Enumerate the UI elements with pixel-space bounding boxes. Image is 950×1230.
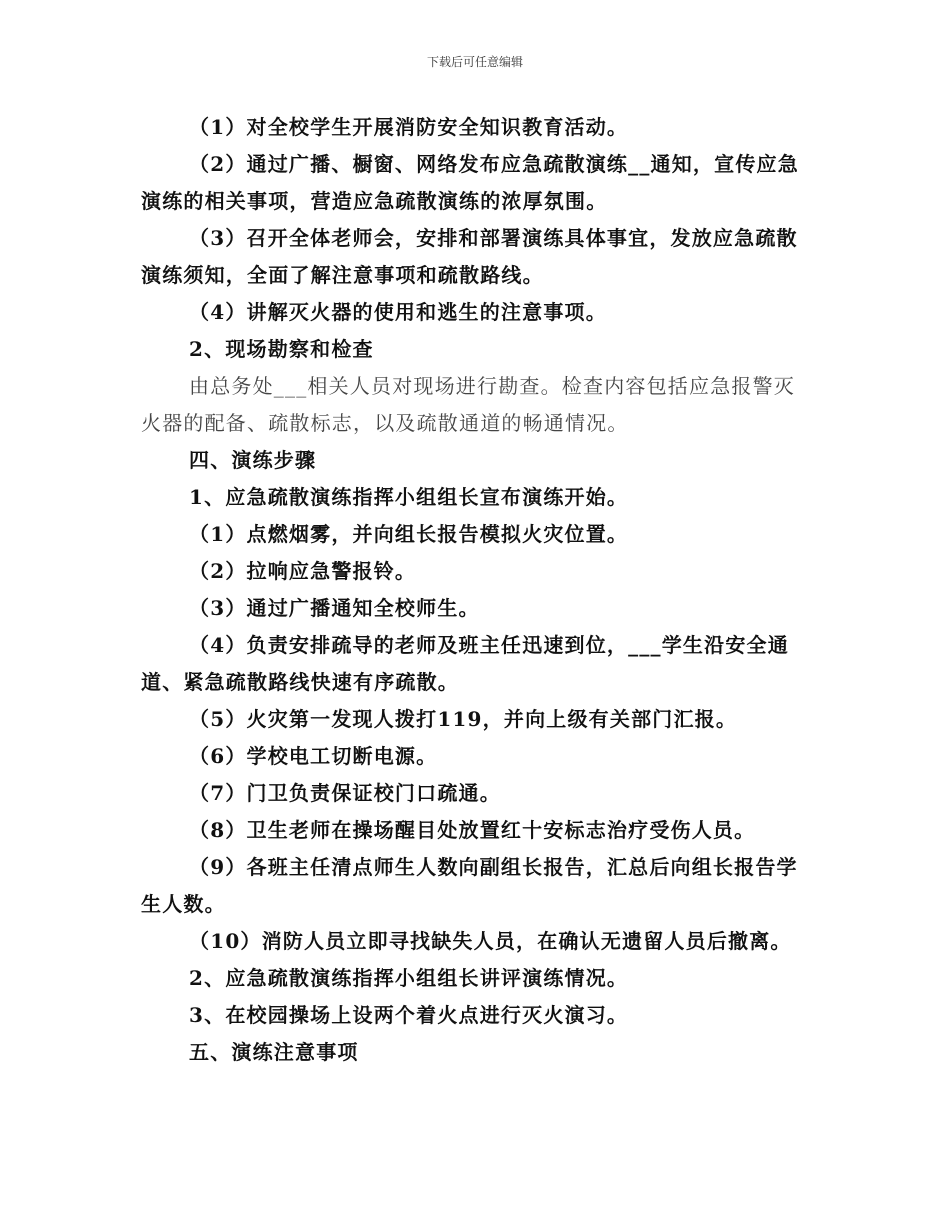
- step-1-sub-8: （8）卫生老师在操场醒目处放置红十安标志治疗受伤人员。: [189, 818, 756, 842]
- step-1-sub-4: （4）负责安排疏导的老师及班主任迅速到位，___学生沿安全通道、紧急疏散路线快速有序疏散。: [141, 633, 789, 694]
- step-1-sub-6: （6）学校电工切断电源。: [189, 744, 438, 768]
- step-1: 1、应急疏散演练指挥小组组长宣布演练开始。: [189, 485, 629, 509]
- paragraph-1: （1）对全校学生开展消防安全知识教育活动。: [189, 115, 629, 139]
- page-header: 下载后可任意编辑: [426, 55, 523, 69]
- step-1-sub-2: （2）拉响应急警报铃。: [189, 559, 417, 583]
- step-1-sub-5: （5）火灾第一发现人拨打119，并向上级有关部门汇报。: [189, 707, 738, 731]
- paragraph-2: （2）通过广播、橱窗、网络发布应急疏散演练__通知，宣传应急演练的相关事项，营造应急疏散演练的浓厚氛围。: [141, 152, 799, 213]
- paragraph-4: （4）讲解灭火器的使用和逃生的注意事项。: [189, 300, 607, 324]
- step-1-sub-3: （3）通过广播通知全校师生。: [189, 596, 480, 620]
- section-heading-site-inspection: 2、现场勘察和检查: [189, 337, 374, 361]
- step-1-sub-1: （1）点燃烟雾，并向组长报告模拟火灾位置。: [189, 522, 629, 546]
- document-body: [141, 109, 813, 1071]
- paragraph-inspection-detail: 由总务处___相关人员对现场进行勘查。检查内容包括应急报警灭火器的配备、疏散标志，以及疏散通道的畅通情况。: [141, 374, 795, 435]
- step-3: 3、在校园操场上设两个着火点进行灭火演习。: [189, 1003, 629, 1027]
- section-heading-drill-steps: 四、演练步骤: [189, 448, 317, 472]
- step-1-sub-9: （9）各班主任清点师生人数向副组长报告，汇总后向组长报告学生人数。: [141, 855, 798, 916]
- paragraph-3: （3）召开全体老师会，安排和部署演练具体事宜，发放应急疏散演练须知，全面了解注意事项和疏散路线。: [141, 226, 798, 287]
- step-2: 2、应急疏散演练指挥小组组长讲评演练情况。: [189, 966, 629, 990]
- step-1-sub-7: （7）门卫负责保证校门口疏通。: [189, 781, 501, 805]
- step-1-sub-10: （10）消防人员立即寻找缺失人员，在确认无遗留人员后撤离。: [189, 929, 792, 953]
- section-heading-precautions: 五、演练注意事项: [189, 1040, 359, 1064]
